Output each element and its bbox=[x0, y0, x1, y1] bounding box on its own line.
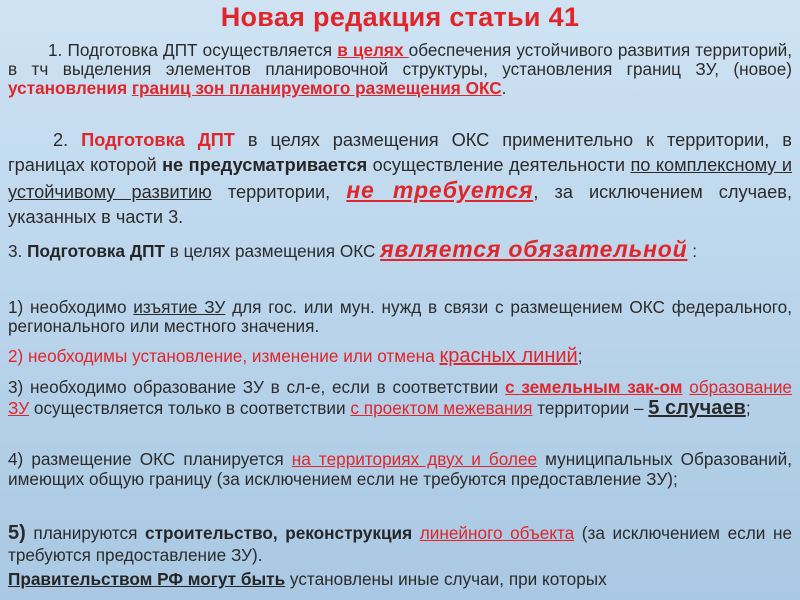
i5-text-f: (за исключением если не требуются предоставление ЗУ). bbox=[8, 523, 793, 565]
i4-highlight-territories: на территориях двух и более bbox=[291, 449, 538, 469]
i3-text-a: 3) необходимо образование ЗУ в сл-е, если в соответствии bbox=[8, 377, 506, 397]
i5-text-b: планируются bbox=[25, 523, 146, 543]
i3-highlight-five-cases: 5 случаев bbox=[648, 397, 746, 419]
i5-highlight-construction: строительство, реконструкция bbox=[145, 523, 413, 543]
p2-text-i: , за исключением случаев, указанных в части 3. bbox=[8, 182, 792, 227]
last-text-b: установлены иные случаи, при которых bbox=[285, 569, 607, 589]
i3-highlight-survey: с проектом межевания bbox=[350, 398, 533, 418]
p2-text-e: осуществление деятельности bbox=[367, 155, 631, 175]
i5-text-a: 5) bbox=[8, 522, 26, 544]
paragraph-2 bbox=[8, 128, 792, 230]
i1-text-a: 1) необходимо bbox=[8, 297, 134, 317]
last-paragraph bbox=[8, 570, 792, 589]
p2-text-a: 2. bbox=[53, 130, 82, 150]
page-title: Новая редакция статьи 41 bbox=[220, 2, 580, 32]
p3-highlight-dpt: Подготовка ДПТ bbox=[27, 241, 165, 261]
p1-text-c: обеспечения устойчивого развития территорий, в тч выделения элементов планировочной структуры, установления границ ЗУ, (новое) bbox=[8, 40, 793, 79]
p2-highlight-complex: по комплексному и устойчивому развитию bbox=[8, 155, 792, 202]
p2-highlight-dpt: Подготовка ДПТ bbox=[81, 130, 235, 150]
i4-text-c: муниципальных Образований, имеющих общую границу (за исключением если не требуются предоставление ЗУ); bbox=[8, 449, 792, 489]
p1-highlight-establishing: установления bbox=[8, 78, 132, 98]
i3-text-g: территории – bbox=[532, 398, 649, 418]
p3-text-a: 3. bbox=[8, 241, 28, 261]
p3-highlight-mandatory: является обязательной bbox=[380, 236, 688, 262]
i3-text-i: ; bbox=[745, 398, 751, 418]
p1-highlight-goals: в целях bbox=[337, 40, 409, 60]
i2-highlight-red-lines: красных линий bbox=[439, 345, 578, 367]
p3-text-e: : bbox=[687, 241, 698, 261]
p1-text-f: . bbox=[501, 78, 507, 98]
item-3 bbox=[8, 377, 792, 419]
i3-highlight-land-law: с земельным зак-ом bbox=[505, 377, 683, 397]
last-highlight-government: Правительством РФ могут быть bbox=[8, 569, 286, 589]
p2-text-c: в целях размещения ОКС применительно к территории, в границах которой bbox=[8, 130, 792, 175]
p1-text-a: 1. Подготовка ДПТ осуществляется bbox=[48, 40, 338, 60]
i2-text-a: 2) необходимы установление, изменение или отмена bbox=[8, 346, 440, 366]
i3-text-e: осуществляется только в соответствии bbox=[29, 398, 351, 418]
p2-text-g: территории, bbox=[211, 182, 347, 202]
item-2 bbox=[8, 347, 792, 366]
paragraph-3 bbox=[8, 236, 792, 265]
i1-highlight-seizure: изъятие ЗУ bbox=[133, 297, 226, 317]
i1-text-c: для гос. или мун. нужд в связи с размещением ОКС федерального, регионального или местного значения. bbox=[8, 297, 792, 336]
i5-text-d bbox=[412, 523, 420, 543]
i5-highlight-linear-object: линейного объекта bbox=[419, 523, 575, 543]
p3-text-c: в целях размещения ОКС bbox=[164, 241, 381, 261]
i3-highlight-formation: образование ЗУ bbox=[8, 377, 792, 418]
paragraph-1 bbox=[8, 41, 792, 98]
i2-text-c: ; bbox=[577, 346, 583, 366]
item-1 bbox=[8, 298, 792, 336]
p1-highlight-zones: границ зон планируемого размещения ОКС bbox=[131, 78, 502, 98]
p2-highlight-not-required: не требуется bbox=[346, 177, 534, 203]
item-5 bbox=[8, 522, 792, 566]
item-4 bbox=[8, 449, 792, 489]
p2-highlight-not-provided: не предусматривается bbox=[162, 155, 368, 175]
i4-text-a: 4) размещение ОКС планируется bbox=[8, 449, 292, 469]
